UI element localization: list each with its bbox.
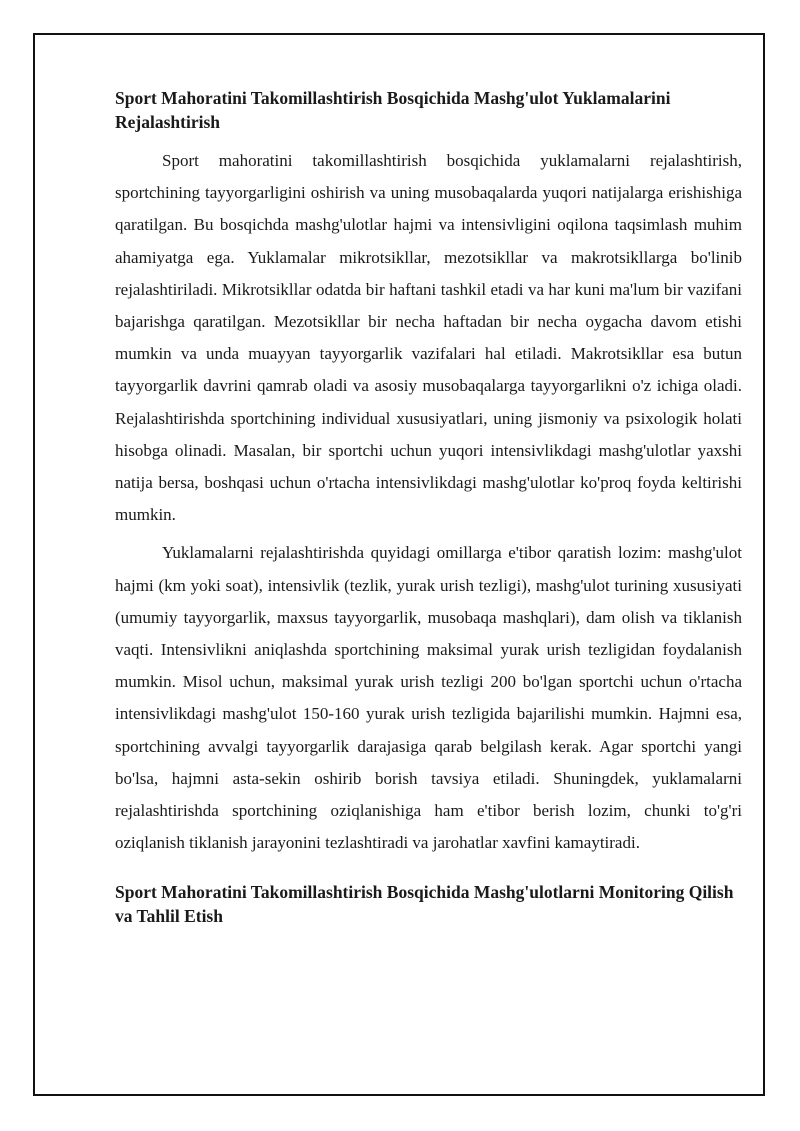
paragraph-load-planning-intro: Sport mahoratini takomillashtirish bosqichida yuklamalarni rejalashtirish, sportchining tayyorgarligini oshirish va uning musobaqalarda yuqori natijalarga erishishiga qaratilgan. Bu bosqichda mashg'ulotlar hajmi va intensivligini oqilona taqsimlash muhim ahamiyatga ega. Yuklamalar mikrotsikllar, mezotsikllar va makrotsikllarga bo'linib rejalashtiriladi. Mikrotsikllar odatda bir haftani tashkil etadi va har kuni ma'lum bir vazifani bajarishga qaratilgan. Mezotsikllar bir necha haftadan bir necha oygacha davom etishi mumkin va unda muayyan tayyorgarlik vazifalari hal etiladi. Makrotsikllar esa butun tayyorgarlik davrini qamrab oladi va asosiy musobaqalarga tayyorgarlikni o'z ichiga oladi. Rejalashtirishda sportchining individual xususiyatlari, uning jismoniy va psixologik holati hisobga olinadi. Masalan, bir sportchi uchun yuqori intensivlikdagi mashg'ulotlar yaxshi natija bersa, boshqasi uchun o'rtacha intensivlikdagi mashg'ulotlar ko'proq foyda keltirishi mumkin. bbox=[115, 151, 742, 525]
paragraph-load-planning-factors: Yuklamalarni rejalashtirishda quyidagi omillarga e'tibor qaratish lozim: mashg'ulot hajmi (km yoki soat), intensivlik (tezlik, yurak urish tezligi), mashg'ulot turining xususiyati (umumiy tayyorgarlik, maxsus tayyorgarlik, musobaqa mashqlari), dam olish va tiklanish vaqti. Intensivlikni aniqlashda sportchining maksimal yurak urish tezligidan foydalanish mumkin. Misol uchun, maksimal yurak urish tezligi 200 bo'lgan sportchi uchun o'rtacha intensivlikdagi mashg'ulot 150-160 yurak urish tezligida bajarilishi mumkin. Hajmni esa, sportchining avvalgi tayyorgarlik darajasiga qarab belgilash kerak. Agar sportchi yangi bo'lsa, hajmni asta-sekin oshirib borish tavsiya etiladi. Shuningdek, yuklamalarni rejalashtirishda sportchining oziqlanishiga ham e'tibor berish lozim, chunki to'g'ri oziqlanish tiklanish jarayonini tezlashtiradi va jarohatlar xavfini kamaytiradi. bbox=[115, 543, 742, 853]
document-body bbox=[115, 86, 742, 928]
section-heading-load-planning: Sport Mahoratini Takomillashtirish Bosqichida Mashg'ulot Yuklamalarini Rejalashtirish bbox=[115, 88, 671, 132]
section-heading-monitoring: Sport Mahoratini Takomillashtirish Bosqichida Mashg'ulotlarni Monitoring Qilish va Tahlil Etish bbox=[115, 882, 734, 927]
